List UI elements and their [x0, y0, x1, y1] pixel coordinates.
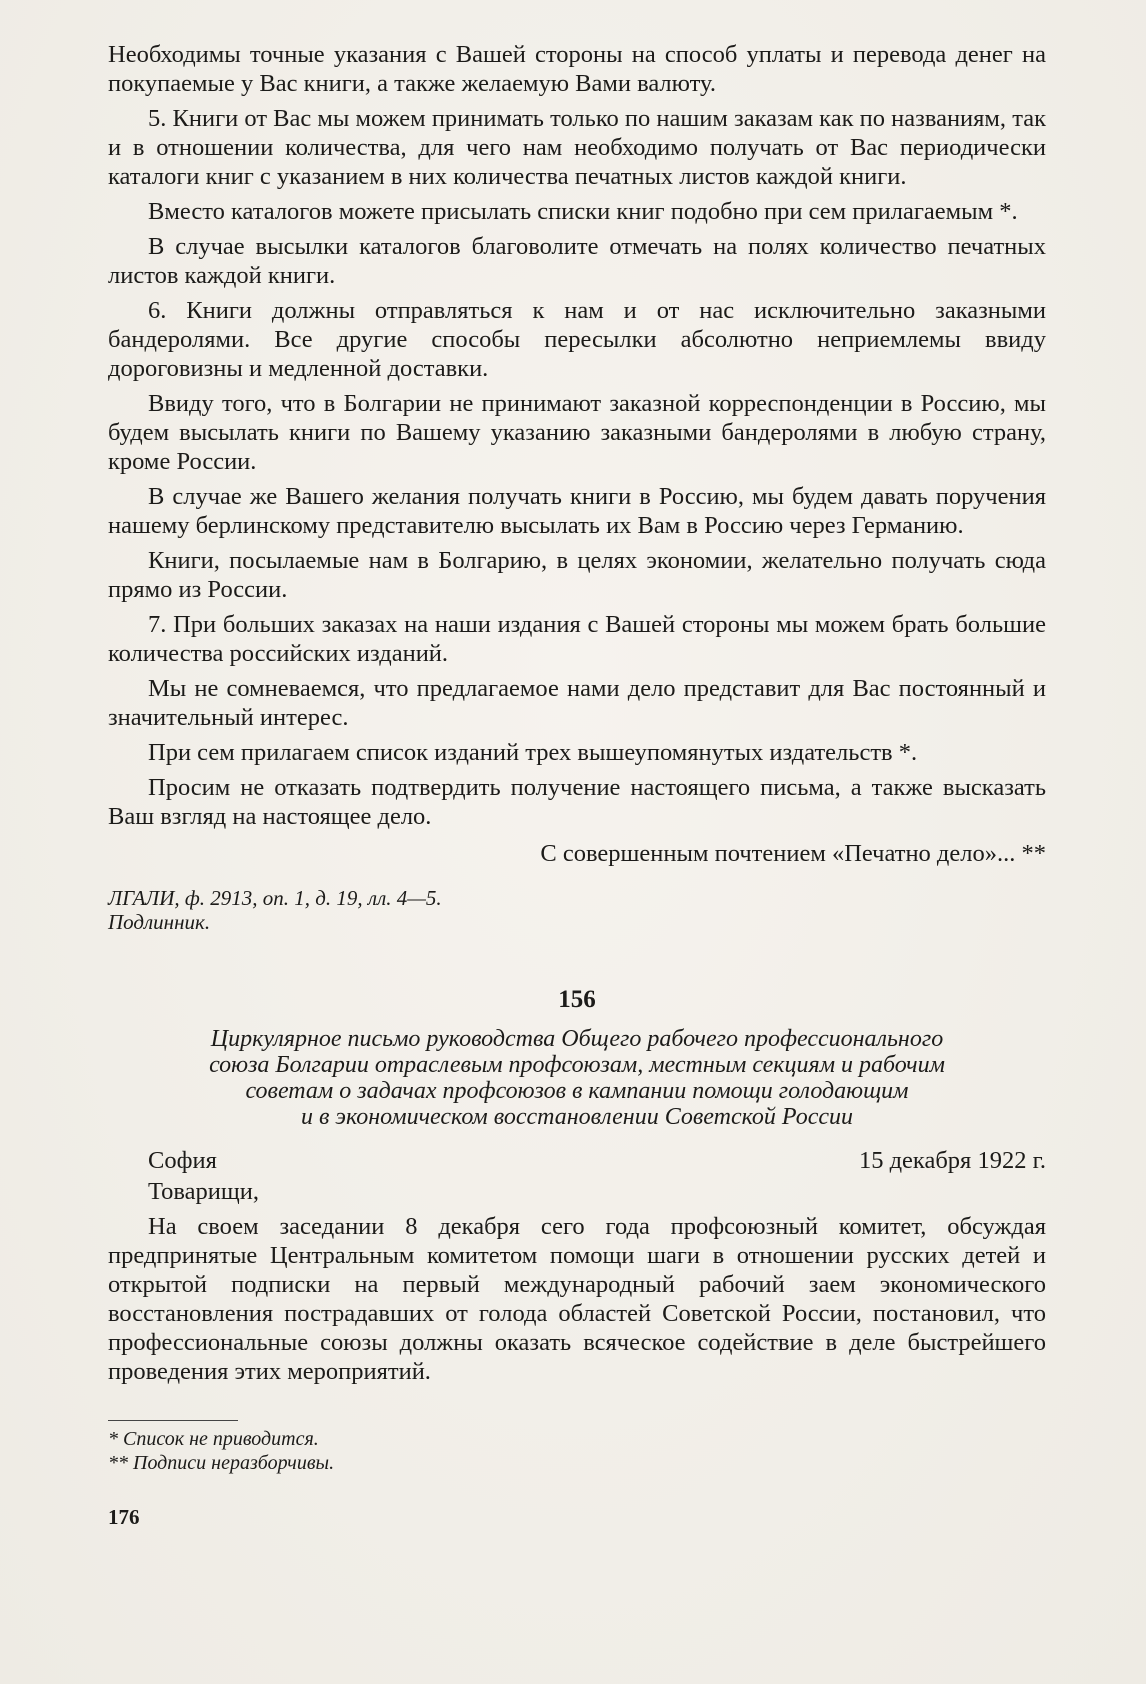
dateline	[108, 1146, 1046, 1175]
footnote-divider	[108, 1420, 238, 1421]
paragraph-payment: Необходимы точные указания с Вашей стороны на способ уплаты и перевода денег на покупаемые у Вас книги, а также желаемую Вами валюту.	[108, 41, 1046, 97]
paragraph-catalog-margins: В случае высылки каталогов благоволите отмечать на полях количество печатных листов каждой книги.	[108, 233, 1046, 289]
paragraph-economy: Книги, посылаемые нам в Болгарию, в целях экономии, желательно получать сюда прямо из России.	[108, 547, 1046, 603]
document-body	[108, 1177, 1046, 1386]
paragraph-publishers-list: При сем прилагаем список изданий трех вышеупомянутых издательств *.	[148, 739, 918, 766]
letter-closing: С совершенным почтением «Печатно дело»... **	[540, 840, 1046, 867]
paragraph-item-6: 6. Книги должны отправляться к нам и от нас исключительно заказными бандеролями. Все другие способы пересылки абсолютно неприемлемы ввиду дороговизны и медленной доставки.	[108, 297, 1046, 382]
document-title	[108, 1026, 1046, 1130]
archive-reference: ЛГАЛИ, ф. 2913, оп. 1, д. 19, лл. 4—5.	[108, 886, 442, 910]
document-body-paragraph: На своем заседании 8 декабря сего года профсоюзный комитет, обсуждая предпринятые Центральным комитетом помощи шаги в отношении русских детей и открытой подписки на первый международный рабочий заем экономического восстановления пострадавших от голода областей Советской России, постановил, что профессиональные союзы должны оказать всяческое содействие в деле быстрейшего проведения этих мероприятий.	[108, 1213, 1046, 1385]
footnote-1: * Список не приводится.	[108, 1428, 319, 1450]
paragraph-item-7: 7. При больших заказах на наши издания с Вашей стороны мы можем брать большие количества российских изданий.	[108, 611, 1046, 667]
original-note: Подлинник.	[108, 910, 211, 934]
document-number: 156	[558, 986, 596, 1013]
footnote-2: ** Подписи неразборчивы.	[108, 1452, 335, 1474]
paragraph-interest: Мы не сомневаемся, что предлагаемое нами дело представит для Вас постоянный и значительный интерес.	[108, 675, 1046, 731]
letter-continuation	[108, 40, 1046, 831]
footnotes	[108, 1427, 1046, 1475]
paragraph-confirmation: Просим не отказать подтвердить получение настоящего письма, а также высказать Ваш взгляд на настоящее дело.	[108, 774, 1046, 830]
page-number: 176	[108, 1505, 140, 1529]
paragraph-item-5: 5. Книги от Вас мы можем принимать только по нашим заказам как по названиям, так и в отношении количества, для чего нам необходимо получать от Вас периодически каталоги книг с указанием в них количества печатных листов каждой книги.	[108, 105, 1046, 190]
document-place: София	[148, 1147, 217, 1174]
document-title-line: Циркулярное письмо руководства Общего рабочего профессионального	[210, 1026, 944, 1052]
document-date: 15 декабря 1922 г.	[858, 1147, 1046, 1174]
paragraph-berlin-representative: В случае же Вашего желания получать книги в Россию, мы будем давать поручения нашему берлинскому представителю высылать их Вам в Россию через Германию.	[108, 483, 1046, 539]
salutation: Товарищи,	[148, 1178, 259, 1205]
document-title-line: и в экономическом восстановлении Советской России	[300, 1104, 854, 1130]
paragraph-bulgaria-mail: Ввиду того, что в Болгарии не принимают заказной корреспонденции в Россию, мы будем высылать книги по Вашему указанию заказными бандеролями в любую страну, кроме России.	[108, 390, 1046, 475]
document-title-line: союза Болгарии отраслевым профсоюзам, местным секциям и рабочим	[209, 1052, 945, 1078]
paragraph-catalog-lists: Вместо каталогов можете присылать списки книг подобно при сем прилагаемым *.	[148, 198, 1018, 225]
document-title-line: советам о задачах профсоюзов в кампании помощи голодающим	[245, 1078, 909, 1104]
